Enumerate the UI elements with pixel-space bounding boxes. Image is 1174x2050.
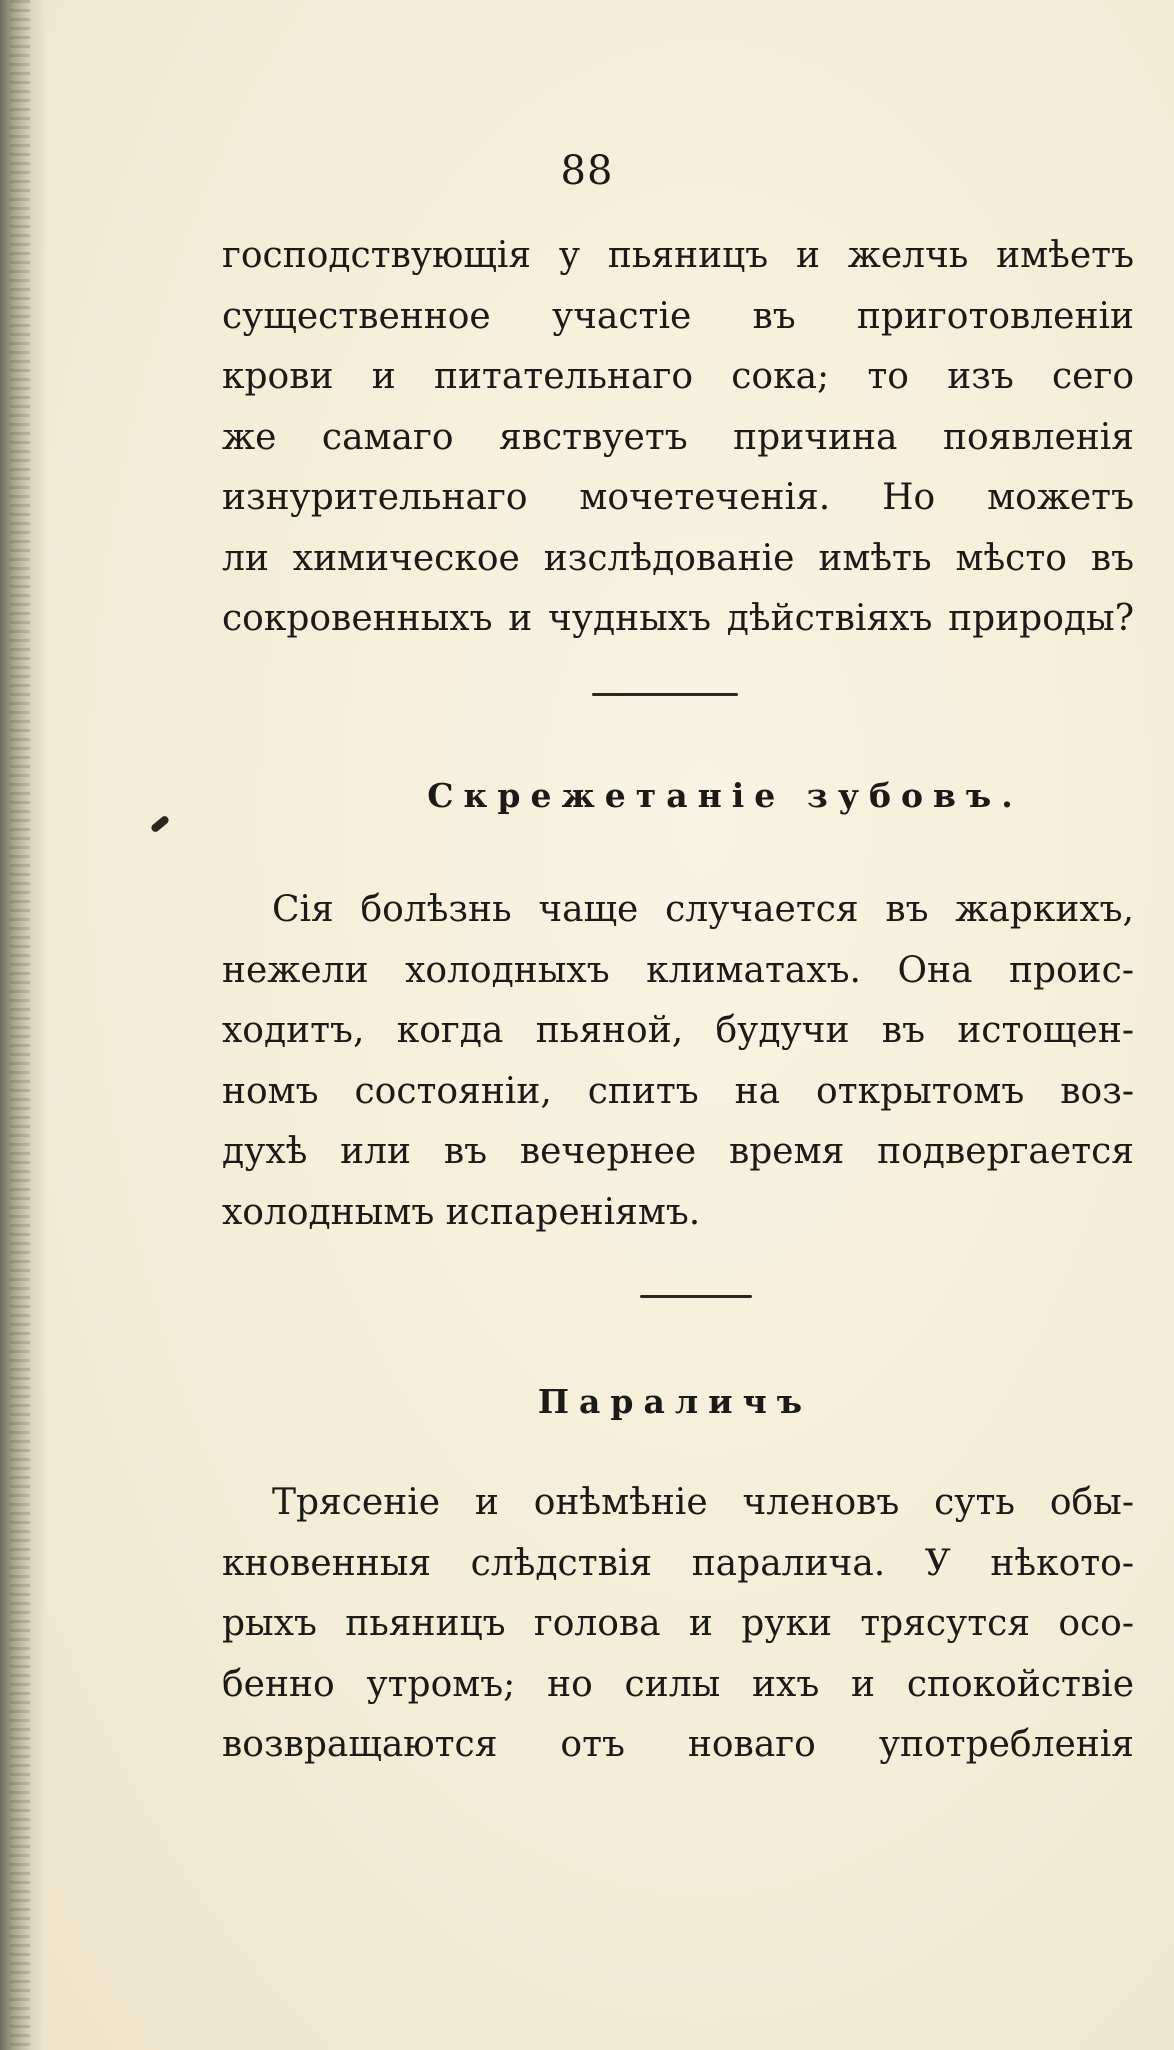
text-line: духѣ или въ вечернее время подвергается: [222, 1131, 1134, 1172]
text-line: изнурительнаго мочетеченія. Но можетъ: [222, 477, 1134, 518]
book-binding-edge: [0, 0, 46, 2050]
text-line: нежели холодныхъ климатахъ. Она проис-: [222, 949, 1134, 991]
text-line: господствующія у пьяницъ и желчь имѣетъ: [222, 235, 1134, 276]
text-line: ходитъ, когда пьяной, будучи въ истощен-: [222, 1010, 1134, 1051]
paragraph-teeth-grinding: [222, 880, 1134, 1243]
text-line: сокровенныхъ и чудныхъ дѣйствіяхъ природы?: [222, 598, 1134, 639]
text-line: возвращаются отъ новаго употребленія: [222, 1724, 1134, 1765]
text-line: номъ состояніи, спитъ на открытомъ воз-: [222, 1070, 1134, 1112]
text-line: существенное участіе въ приготовленіи: [222, 295, 1134, 337]
text-line: ли химическое изслѣдованіе имѣть мѣсто въ: [222, 537, 1134, 579]
text-line: рыхъ пьяницъ голова и руки трясутся осо-: [222, 1603, 1134, 1644]
binding-texture: [10, 0, 30, 2050]
text-line: крови и питательнаго сока; то изъ сего: [222, 356, 1134, 397]
text-line: кновенныя слѣдствія паралича. У нѣкото-: [222, 1542, 1134, 1584]
section-divider: [640, 1295, 752, 1298]
text-line: холоднымъ испареніямъ.: [222, 1191, 701, 1233]
paragraph-paralysis: [222, 1473, 1134, 1776]
text-line: Сія болѣзнь чаще случается въ жаркихъ,: [272, 889, 1134, 930]
section-heading-teeth-grinding: Скрежетаніе зубовъ.: [427, 776, 1023, 815]
text-line: Трясеніе и онѣмѣніе членовъ суть обы-: [272, 1482, 1134, 1523]
text-line: бенно утромъ; но силы ихъ и спокойствіе: [222, 1663, 1134, 1705]
section-divider: [592, 693, 738, 696]
page-number: 88: [560, 148, 614, 194]
section-heading-paralysis: Параличъ: [537, 1382, 813, 1421]
paragraph-continued: [222, 226, 1134, 650]
text-line: же самаго явствуетъ причина появленія: [222, 416, 1134, 458]
ink-mark: [150, 815, 170, 834]
